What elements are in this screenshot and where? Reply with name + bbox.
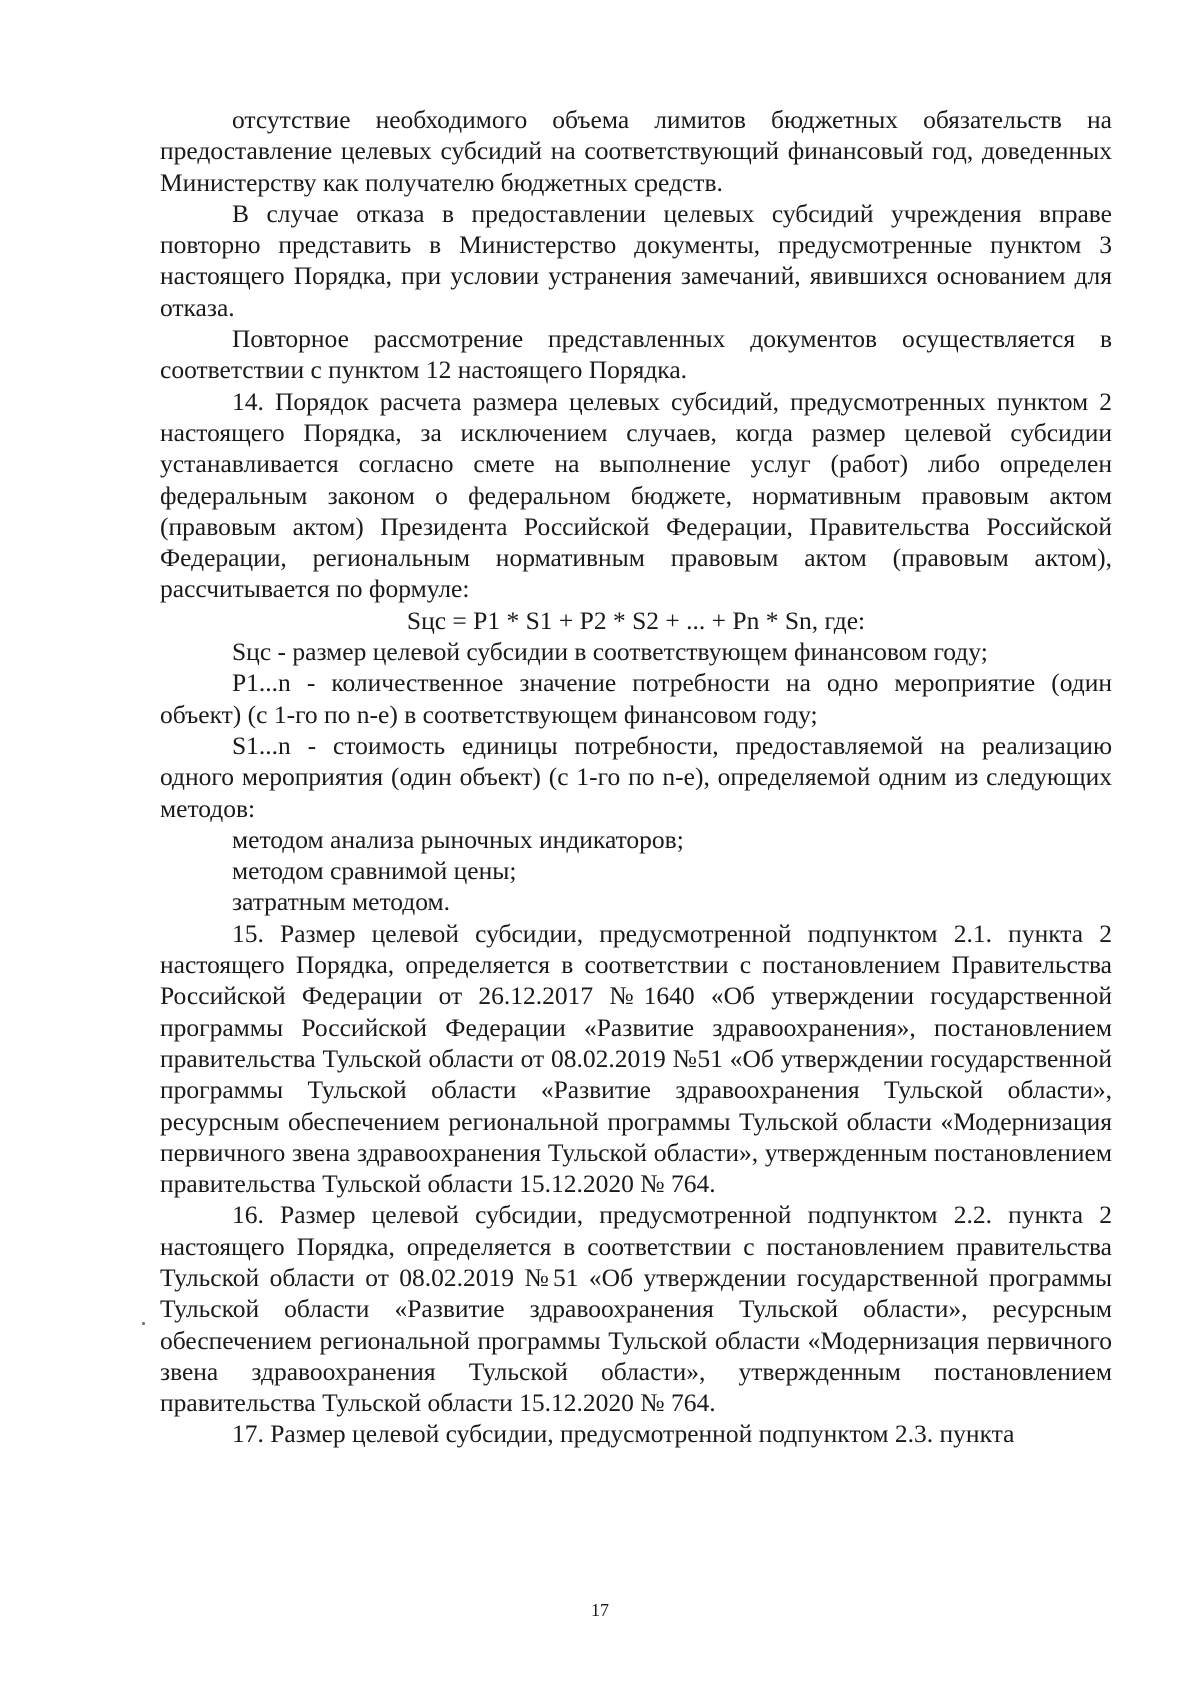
document-body [160, 104, 1112, 1450]
definition-scs: Sцс - размер целевой субсидии в соответствующем финансовом году; [232, 637, 988, 667]
definition-s: S1...n - стоимость единицы потребности, предоставляемой на реализацию одного мероприятия (один объект) (с 1-го по n-е), определяемой одним из следующих методов: [160, 730, 1112, 823]
paragraph-budget-limits: отсутствие необходимого объема лимитов бюджетных обязательств на предоставление целевых субсидий на соответствующий финансовый год, доведенных Министерству как получателю бюджетных средств. [160, 105, 1112, 197]
paragraph-item-16: 16. Размер целевой субсидии, предусмотренной подпунктом 2.2. пункта 2 настоящего Порядка, определяется в соответствии с постановлением правительства Тульской области от 08.02.2019 №51 «Об утверждении государственной программы Тульской области «Развитие здравоохранения Тульской области», ресурсным обеспечением региональной программы Тульской области «Модернизация первичного звена здравоохранения Тульской области», утвержденным постановлением правительства Тульской области 15.12.2020 № 764. [160, 1200, 1112, 1418]
method-market-indicators: методом анализа рыночных индикаторов; [232, 824, 684, 854]
page-number: 17 [591, 1600, 609, 1620]
method-comparable-price: методом сравнимой цены; [232, 856, 517, 886]
method-cost: затратным методом. [232, 887, 451, 917]
paragraph-item-15: 15. Размер целевой субсидии, предусмотренной подпунктом 2.1. пункта 2 настоящего Порядка, определяется в соответствии с постановлением Правительства Российской Федерации от 26.12.2017 №1640 «Об утверждении государственной программы Российской Федерации «Развитие здравоохранения», постановлением правительства Тульской области от 08.02.2019 №51 «Об утверждении государственной программы Тульской области «Развитие здравоохранения Тульской области», ресурсным обеспечением региональной программы Тульской области «Модернизация первичного звена здравоохранения Тульской области», утвержденным постановлением правительства Тульской области 15.12.2020 № 764. [160, 918, 1112, 1199]
paragraph-refusal-resubmission: В случае отказа в предоставлении целевых субсидий учреждения вправе повторно представить в Министерство документы, предусмотренные пунктом 3 настоящего Порядка, при условии устранения замечаний, явившихся основанием для отказа. [160, 198, 1112, 322]
definition-p: P1...n - количественное значение потребности на одно мероприятие (один объект) (с 1-го по n-е) в соответствующем финансовом году; [160, 668, 1112, 729]
formula: Sцс = P1 * S1 + P2 * S2 + ... + Pn * Sn, где: [406, 605, 866, 635]
paragraph-repeat-review: Повторное рассмотрение представленных документов осуществляется в соответствии с пунктом 12 настоящего Порядка. [160, 324, 1112, 385]
paragraph-item-17: 17. Размер целевой субсидии, предусмотренной подпунктом 2.3. пункта [232, 1419, 1015, 1449]
paragraph-item-14: 14. Порядок расчета размера целевых субсидий, предусмотренных пунктом 2 настоящего Порядка, за исключением случаев, когда размер целевой субсидии устанавливается согласно смете на выполнение услуг (работ) либо определен федеральным законом о федеральном бюджете, нормативным правовым актом (правовым актом) Президента Российской Федерации, Правительства Российской Федерации, региональным нормативным правовым актом (правовым актом), рассчитывается по формуле: [160, 386, 1112, 604]
scan-speck [142, 1322, 145, 1325]
